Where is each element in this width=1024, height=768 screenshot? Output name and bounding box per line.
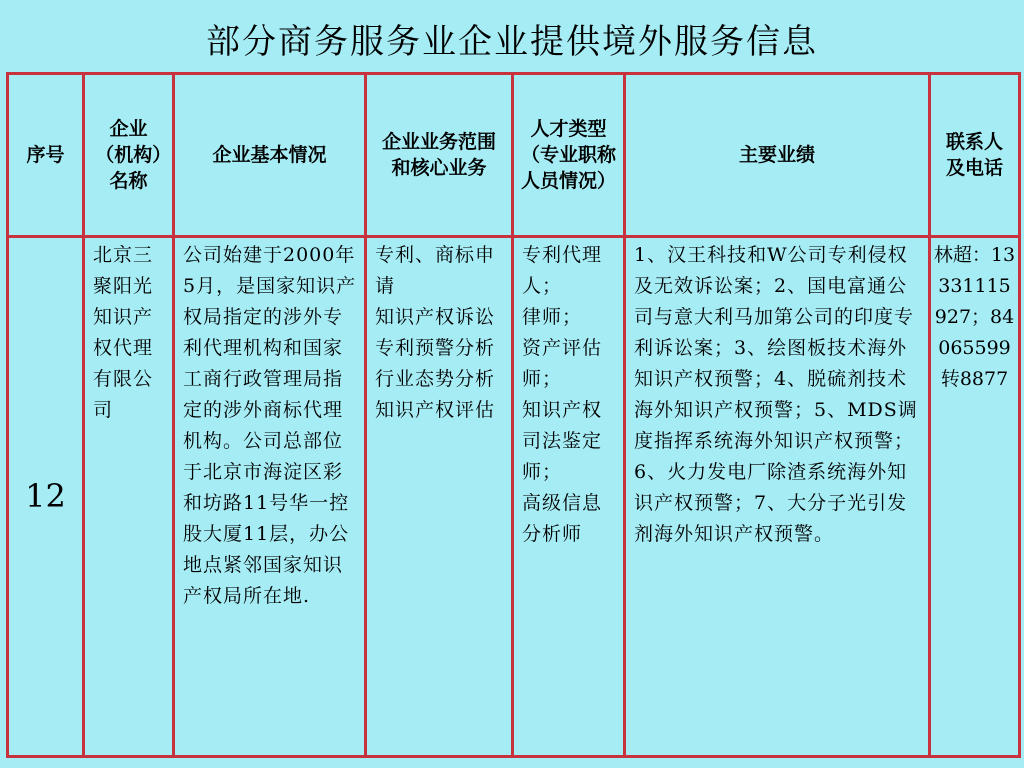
header-company-name: 企业（机构）名称 xyxy=(84,74,174,237)
header-row xyxy=(8,74,1020,237)
cell-talent-type: 专利代理人； 律师； 资产评估师； 知识产权司法鉴定师； 高级信息分析师 xyxy=(513,237,625,757)
table-row xyxy=(8,237,1020,757)
page-title: 部分商务服务业企业提供境外服务信息 xyxy=(206,22,818,62)
cell-seq: 12 xyxy=(8,237,84,757)
header-seq: 序号 xyxy=(8,74,84,237)
cell-company-name: 北京三聚阳光知识产权代理有限公司 xyxy=(84,237,174,757)
header-contact: 联系人及电话 xyxy=(930,74,1020,237)
header-business-scope: 企业业务范围和核心业务 xyxy=(366,74,513,237)
cell-business-scope: 专利、商标申请 知识产权诉讼 专利预警分析 行业态势分析 知识产权评估 xyxy=(366,237,513,757)
cell-achievements: 1、汉王科技和W公司专利侵权及无效诉讼案；2、国电富通公司与意大利马加第公司的印度专利诉讼案；3、绘图板技术海外知识产权预警；4、脱硫剂技术海外知识产权预警；5、MDS调度指挥系统海外知识产权预警；6、火力发电厂除渣系统海外知识产权预警；7、大分子光引发剂海外知识产权预警。 xyxy=(625,237,930,757)
service-info-table xyxy=(6,72,1021,758)
header-achievements: 主要业绩 xyxy=(625,74,930,237)
cell-basic-info: 公司始建于2000年5月，是国家知识产权局指定的涉外专利代理机构和国家工商行政管理局指定的涉外商标代理机构。公司总部位于北京市海淀区彩和坊路11号华一控股大厦11层，办公地点紧邻国家知识产权局所在地. xyxy=(174,237,366,757)
header-basic-info: 企业基本情况 xyxy=(174,74,366,237)
header-talent-type: 人才类型（专业职称人员情况） xyxy=(513,74,625,237)
cell-contact: 林超：13331115927；84065599转8877 xyxy=(930,237,1020,757)
